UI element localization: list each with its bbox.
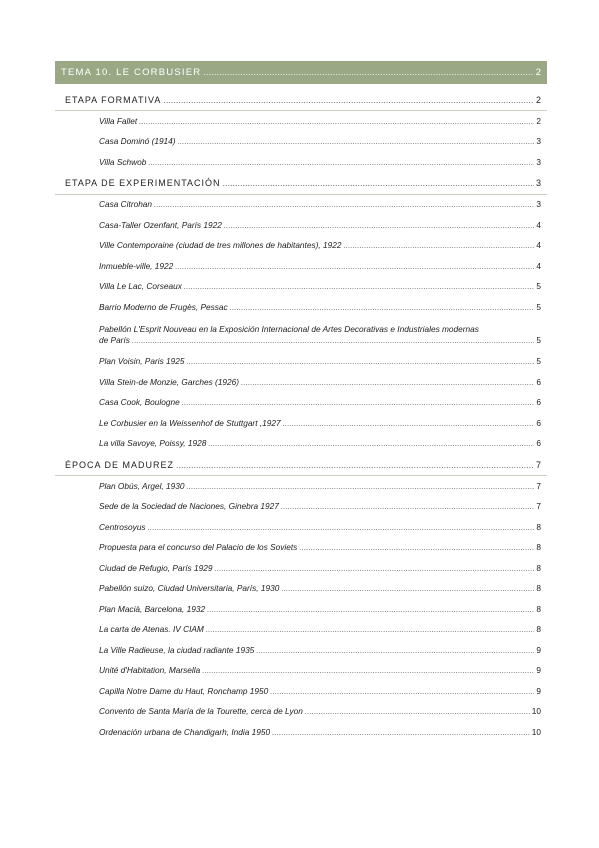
- dot-leader: [178, 136, 535, 147]
- toc-page-number: 10: [531, 706, 541, 717]
- toc-item[interactable]: [55, 599, 547, 620]
- toc-page-number: 4: [536, 219, 541, 230]
- toc-item[interactable]: [55, 579, 547, 600]
- toc-item-text: La villa Savoye, Poissy, 1928: [99, 438, 207, 449]
- toc-page-number: 10: [531, 726, 541, 737]
- dot-leader: [148, 522, 535, 533]
- toc-page-number: 7: [535, 459, 541, 470]
- toc-item[interactable]: [55, 702, 547, 723]
- toc-page-number: 5: [536, 334, 541, 345]
- toc-item-text: Plan Voisin, Paris 1925: [99, 356, 185, 367]
- dot-leader: [132, 335, 534, 346]
- toc-item[interactable]: [55, 681, 547, 702]
- toc-item[interactable]: [55, 517, 547, 538]
- toc-item-text: Villa Le Lac, Corseaux: [99, 281, 182, 292]
- toc-page-number: 5: [536, 356, 541, 367]
- toc-page-number: 7: [536, 480, 541, 491]
- toc-item-text: Casa Citrohan: [99, 199, 153, 210]
- toc-page-number: 8: [536, 521, 541, 532]
- section-title: ETAPA FORMATIVA: [65, 94, 162, 105]
- dot-leader: [208, 438, 534, 449]
- toc-section-madurez: [55, 454, 547, 476]
- toc-item-text: Unité d'Habitation, Marsella: [99, 665, 201, 676]
- toc-page-number: 8: [536, 583, 541, 594]
- toc-item[interactable]: [55, 132, 547, 153]
- toc-page-number: 8: [536, 562, 541, 573]
- toc-item-text: Le Corbusier en la Weissenhof de Stuttgart ,1927: [99, 417, 281, 428]
- toc-page-number: 6: [536, 438, 541, 449]
- toc-item[interactable]: [55, 318, 547, 352]
- toc-page-number: 5: [536, 281, 541, 292]
- dot-leader: [305, 706, 530, 717]
- dot-leader: [270, 686, 534, 697]
- toc-page-number: 8: [536, 603, 541, 614]
- toc-item-text: de París: [99, 334, 130, 345]
- toc-section-experimentacion: [55, 173, 547, 195]
- dot-leader: [224, 220, 535, 231]
- dot-leader: [256, 645, 534, 656]
- toc-item-text: Pabellón suizo, Ciudad Universitaria, París, 1930: [99, 583, 280, 594]
- toc-page-number: 3: [536, 199, 541, 210]
- dot-leader: [206, 624, 535, 635]
- toc-item[interactable]: [55, 111, 547, 132]
- toc-item[interactable]: [55, 558, 547, 579]
- toc-item-text: Ordenación urbana de Chandigarh, India 1950: [99, 726, 271, 737]
- toc-page-number: 4: [536, 240, 541, 251]
- toc-item-text: Propuesta para el concurso del Palacio de los Soviets: [99, 542, 298, 553]
- dot-leader: [230, 302, 535, 313]
- dot-leader: [182, 397, 535, 408]
- toc-item[interactable]: [55, 476, 547, 497]
- dot-leader: [186, 356, 534, 367]
- toc-page-number: 4: [536, 260, 541, 271]
- toc-page-number: 9: [536, 665, 541, 676]
- dot-leader: [281, 501, 534, 512]
- toc-item[interactable]: [55, 497, 547, 518]
- toc-item-text: Villa Schwob: [99, 156, 147, 167]
- toc-item[interactable]: [55, 661, 547, 682]
- dot-leader: [184, 281, 535, 292]
- dot-leader: [283, 418, 535, 429]
- toc-item-continuation: [55, 335, 541, 346]
- dot-leader: [175, 261, 534, 272]
- dot-leader: [139, 116, 534, 127]
- dot-leader: [176, 460, 534, 470]
- toc-item-text: Plan Macià, Barcelona, 1932: [99, 603, 206, 614]
- dot-leader: [148, 157, 534, 168]
- toc-item[interactable]: [55, 434, 547, 455]
- toc-item[interactable]: [55, 352, 547, 373]
- toc-item[interactable]: [55, 722, 547, 743]
- toc-item-text: Barrio Moderno de Frugès, Pessac: [99, 301, 228, 312]
- toc-page-number: 3: [535, 178, 541, 188]
- toc-item[interactable]: [55, 538, 547, 559]
- toc-item[interactable]: [55, 640, 547, 661]
- toc-item-text: Sede de la Sociedad de Naciones, Ginebra 1927: [99, 501, 279, 512]
- dot-leader: [203, 67, 533, 78]
- dot-leader: [202, 665, 534, 676]
- dot-leader: [163, 95, 534, 105]
- toc-item-text: Convento de Santa María de la Tourette, cerca de Lyon: [99, 706, 303, 717]
- toc-item-text: Ville Contemporaine (ciudad de tres millones de habitantes), 1922: [99, 240, 342, 251]
- dot-leader: [343, 240, 534, 251]
- toc-page-number: 6: [536, 417, 541, 428]
- toc-item[interactable]: [55, 297, 547, 318]
- toc-page-number: 2: [535, 67, 541, 78]
- toc-item-text: Capilla Notre Dame du Haut, Ronchamp 1950: [99, 685, 269, 696]
- section-title: ÉPOCA DE MADUREZ: [65, 459, 175, 470]
- toc-item[interactable]: [55, 372, 547, 393]
- toc-page-number: 9: [536, 685, 541, 696]
- toc-item[interactable]: [55, 215, 547, 236]
- toc-section-heading[interactable]: [55, 173, 547, 195]
- toc-page-number: 5: [536, 301, 541, 312]
- toc-item-text: Villa Fallet: [99, 115, 138, 126]
- toc-item-text: Casa Cook, Boulogne: [99, 397, 180, 408]
- toc-item[interactable]: [55, 413, 547, 434]
- toc-item[interactable]: [55, 620, 547, 641]
- dot-leader: [223, 178, 534, 188]
- toc-item-text: La Ville Radieuse, la ciudad radiante 1935: [99, 644, 255, 655]
- toc-main-title-text: TEMA 10. LE CORBUSIER: [61, 67, 202, 78]
- toc-item-text: Ciudad de Refugio, París 1929: [99, 562, 213, 573]
- dot-leader: [154, 199, 534, 210]
- toc-page-number: 8: [536, 542, 541, 553]
- table-of-contents: [55, 61, 547, 743]
- toc-section-heading[interactable]: [55, 454, 547, 476]
- toc-page-number: 8: [536, 624, 541, 635]
- toc-item[interactable]: [55, 256, 547, 277]
- dot-leader: [214, 563, 534, 574]
- toc-item-text: Centrosoyus: [99, 521, 146, 532]
- toc-page-number: 3: [536, 156, 541, 167]
- toc-item[interactable]: [55, 195, 547, 216]
- toc-main-title[interactable]: [55, 61, 547, 84]
- toc-page-number: 3: [536, 136, 541, 147]
- dot-leader: [272, 727, 530, 738]
- toc-page-number: 2: [535, 94, 541, 105]
- toc-item[interactable]: [55, 277, 547, 298]
- dot-leader: [299, 542, 534, 553]
- toc-item[interactable]: [55, 236, 547, 257]
- toc-item-text: Pabellón L'Esprit Nouveau en la Exposición Internacional de Artes Decorativas e Industriales modernas: [99, 323, 479, 334]
- toc-page-number: 6: [536, 376, 541, 387]
- toc-item[interactable]: [55, 152, 547, 173]
- dot-leader: [207, 604, 534, 615]
- toc-item-text: Casa-Taller Ozenfant, París 1922: [99, 219, 222, 230]
- toc-section-formativa: [55, 89, 547, 111]
- toc-page-number: 2: [536, 115, 541, 126]
- dot-leader: [241, 377, 534, 388]
- toc-item[interactable]: [55, 393, 547, 414]
- dot-leader: [186, 481, 534, 492]
- toc-item-text: La carta de Atenas. IV CIAM: [99, 624, 204, 635]
- toc-item-text: Villa Stein-de Monzie, Garches (1926): [99, 376, 240, 387]
- toc-page-number: 6: [536, 397, 541, 408]
- section-title: ETAPA DE EXPERIMENTACIÓN: [65, 178, 221, 188]
- toc-item-text: Casa Dominó (1914): [99, 136, 176, 147]
- toc-item-text: Inmueble-ville, 1922: [99, 260, 174, 271]
- toc-section-heading[interactable]: [55, 89, 547, 111]
- dot-leader: [281, 583, 534, 594]
- toc-page-number: 9: [536, 644, 541, 655]
- toc-page-number: 7: [536, 501, 541, 512]
- toc-item-text: Plan Obús, Argel, 1930: [99, 480, 185, 491]
